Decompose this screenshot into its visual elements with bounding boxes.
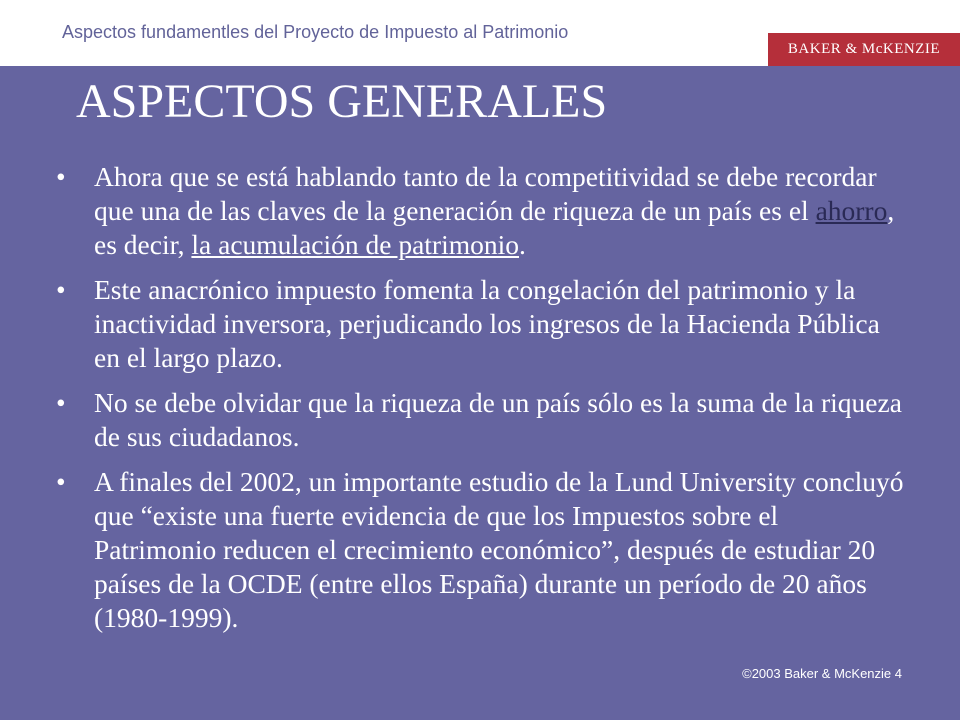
- bullet-item-3: [56, 386, 906, 454]
- bullet-icon: •: [56, 387, 66, 418]
- bullet-icon: •: [56, 274, 66, 305]
- bullet-item-4: [56, 465, 906, 635]
- slide-body: [0, 66, 960, 720]
- bullet-text: Ahora que se está hablando tanto de la competitividad se debe recordar que una de las claves de la generación de riqueza de un país es el: [94, 161, 877, 226]
- header-bar: [0, 0, 960, 66]
- bullet-text: No se debe olvidar que la riqueza de un país sólo es la suma de la riqueza de sus ciudadanos.: [94, 387, 902, 452]
- slide-title: ASPECTOS GENERALES: [76, 75, 608, 128]
- keyword-ahorro: ahorro: [815, 195, 888, 226]
- copyright-page-number: ©2003 Baker & McKenzie 4: [742, 666, 902, 681]
- bullet-item-1: [56, 160, 906, 262]
- bullet-item-2: [56, 273, 906, 375]
- underlined-phrase: la acumulación de patrimonio: [191, 229, 520, 260]
- bullet-text: , es decir,: [94, 195, 895, 260]
- baker-mckenzie-logo: BAKER & McKENZIE: [768, 33, 960, 66]
- presentation-subtitle: Aspectos fundamentles del Proyecto de Impuesto al Patrimonio: [62, 22, 569, 42]
- bullet-text: A finales del 2002, un importante estudio de la Lund University concluyó que “existe una fuerte evidencia de que los Impuestos sobre el Patrimonio reducen el crecimiento económico”, después de estudiar 20 países de la OCDE (entre ellos España) durante un período de 20 años (1980-1999).: [94, 466, 904, 633]
- bullet-icon: •: [56, 161, 66, 192]
- bullet-text: Este anacrónico impuesto fomenta la congelación del patrimonio y la inactividad inversora, perjudicando los ingresos de la Hacienda Pública en el largo plazo.: [94, 274, 880, 373]
- bullet-icon: •: [56, 466, 66, 497]
- bullet-text: .: [519, 229, 526, 260]
- bullet-list: [56, 160, 906, 646]
